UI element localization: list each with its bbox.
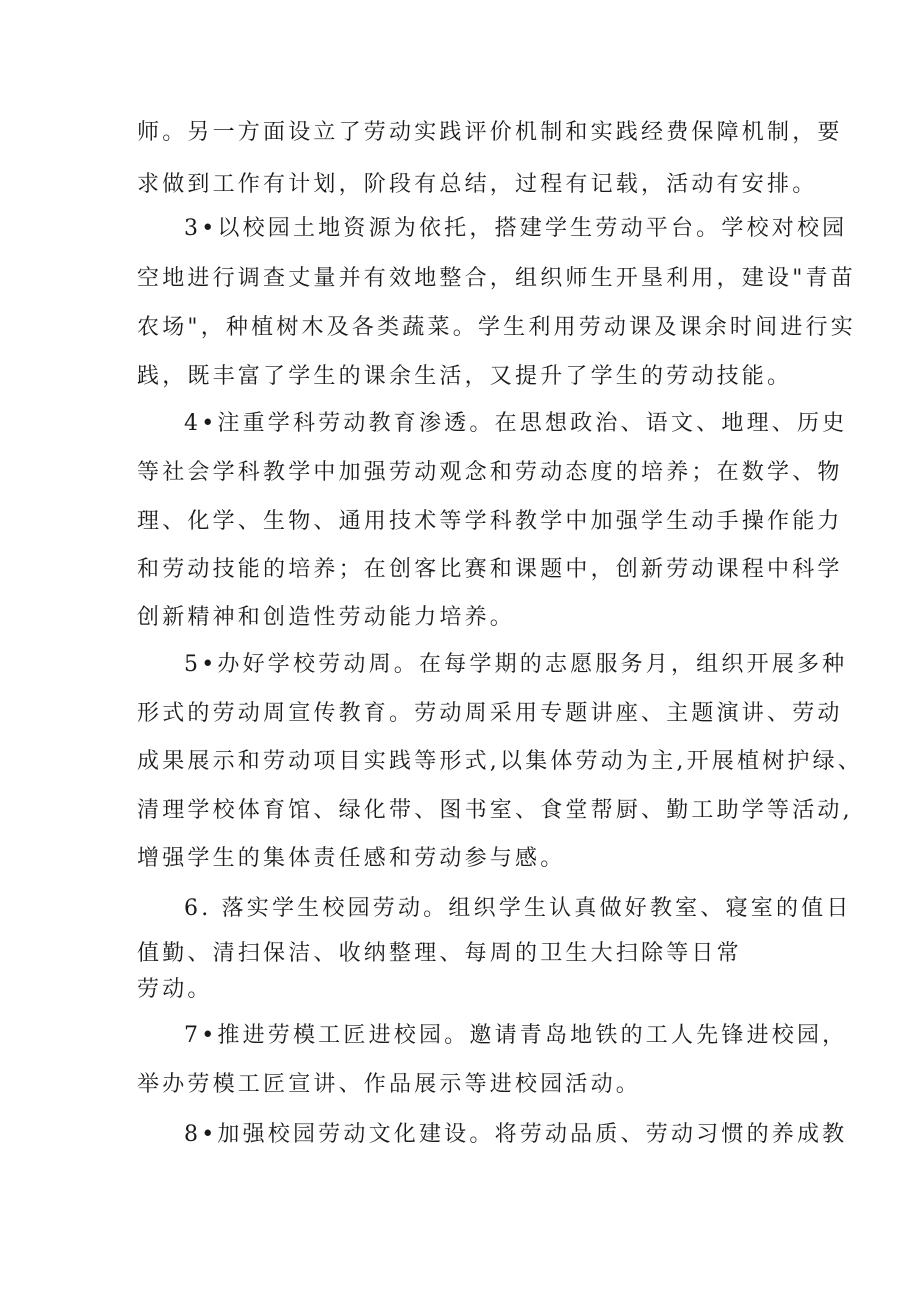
text-line: 值勤、清扫保洁、收纳整理、每周的卫生大扫除等日常 xyxy=(137,941,742,966)
text-line: 举办劳模工匠宣讲、作品展示等进校园活动。 xyxy=(137,1072,642,1097)
text-line: 形式的劳动周宣传教育。劳动周采用专题讲座、主题演讲、劳动 xyxy=(137,701,843,726)
paragraph-6-start: 6. 落实学生校园劳动。组织学生认真做好教室、寝室的值日 xyxy=(184,896,852,921)
text-line: 等社会学科教学中加强劳动观念和劳动态度的培养；在数学、物 xyxy=(137,460,843,485)
text-line: 空地进行调查丈量并有效地整合，组织师生开垦利用，建设"青苗 xyxy=(137,266,856,291)
text-line: 和劳动技能的培养；在创客比赛和课题中，创新劳动课程中科学 xyxy=(137,557,843,582)
paragraph-3-start: 3•以校园土地资源为依托，搭建学生劳动平台。学校对校园 xyxy=(184,216,848,241)
text-line: 清理学校体育馆、绿化带、图书室、食堂帮厨、勤工助学等活动, xyxy=(137,798,853,823)
text-line: 理、化学、生物、通用技术等学科教学中加强学生动手操作能力 xyxy=(137,509,843,534)
paragraph-4-start: 4•注重学科劳动教育渗透。在思想政治、语文、地理、历史 xyxy=(184,411,848,436)
text-line: 劳动。 xyxy=(137,977,213,1002)
text-line: 师。另一方面设立了劳动实践评价机制和实践经费保障机制，要 xyxy=(137,120,843,145)
text-line: 增强学生的集体责任感和劳动参与感。 xyxy=(137,846,566,871)
text-line: 成果展示和劳动项目实践等形式,以集体劳动为主,开展植树护绿、 xyxy=(137,749,863,774)
text-line: 践，既丰富了学生的课余生活，又提升了学生的劳动技能。 xyxy=(137,364,793,389)
text-line: 求做到工作有计划，阶段有总结，过程有记载，活动有安排。 xyxy=(137,172,818,197)
paragraph-7-start: 7•推进劳模工匠进校园。邀请青岛地铁的工人先锋进校园， xyxy=(184,1023,848,1048)
paragraph-5-start: 5•办好学校劳动周。在每学期的志愿服务月，组织开展多种 xyxy=(184,652,848,677)
text-line: 创新精神和创造性劳动能力培养。 xyxy=(137,605,516,630)
paragraph-8-start: 8•加强校园劳动文化建设。将劳动品质、劳动习惯的养成教 xyxy=(184,1122,848,1147)
text-line: 农场"，种植树木及各类蔬菜。学生利用劳动课及课余时间进行实 xyxy=(137,315,856,340)
